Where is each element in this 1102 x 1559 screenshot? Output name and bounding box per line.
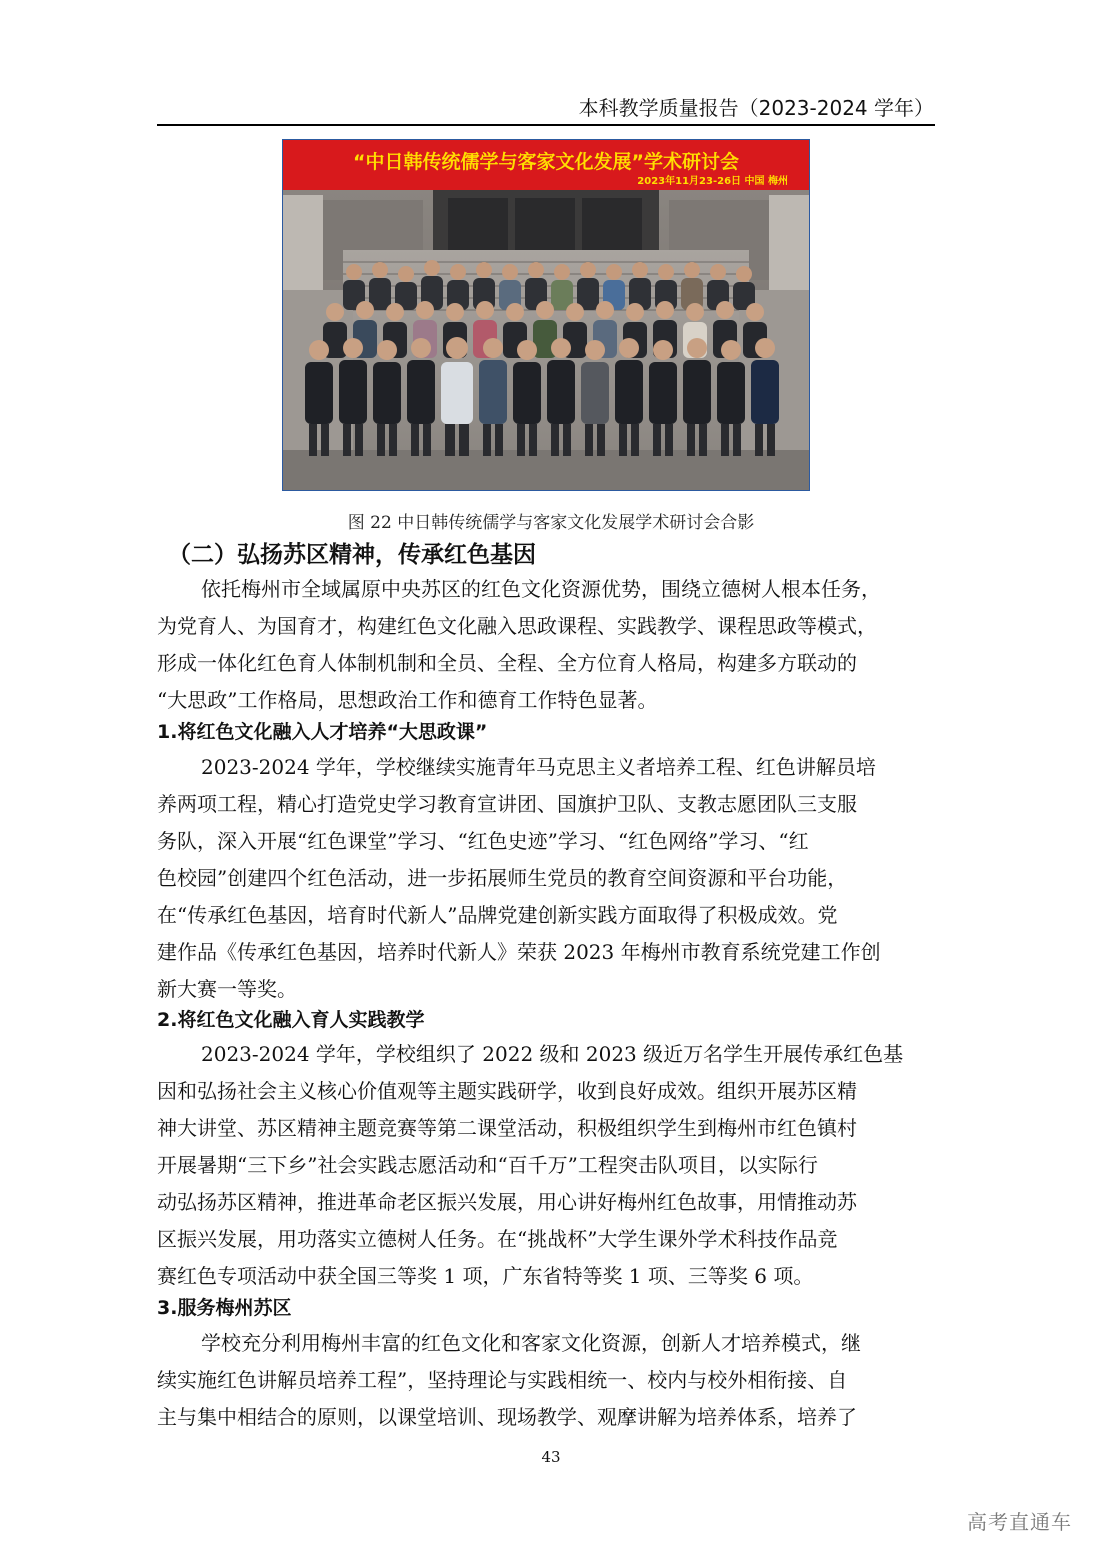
subsection-1-heading: 1.将红色文化融入人才培养“大思政课” — [157, 721, 488, 743]
paragraph-line: “大思政”工作格局，思想政治工作和德育工作特色显著。 — [157, 688, 658, 712]
banner-subtitle: 2023年11月23-26日 中国 梅州 — [637, 176, 788, 187]
paragraph-line: 因和弘扬社会主义核心价值观等主题实践研学，收到良好成效。组织开展苏区精 — [157, 1079, 857, 1103]
report-header-title: 本科教学质量报告（2023-2024 学年） — [578, 96, 934, 120]
banner-title: “中日韩传统儒学与客家文化发展”学术研讨会 — [353, 151, 739, 173]
paragraph-line: 动弘扬苏区精神，推进革命老区振兴发展，用心讲好梅州红色故事，用情推动苏 — [157, 1190, 857, 1214]
subsection-2-paragraph — [157, 1036, 937, 1295]
paragraph-line: 务队，深入开展“红色课堂”学习、“红色史迹”学习、“红色网络”学习、“红 — [157, 829, 809, 853]
section-heading: （二）弘扬苏区精神，传承红色基因 — [168, 542, 536, 568]
paragraph-line: 2023-2024 学年，学校组织了 2022 级和 2023 级近万名学生开展传承红色基 — [201, 1042, 904, 1066]
intro-paragraph — [157, 571, 937, 719]
paragraph-line: 色校园”创建四个红色活动，进一步拓展师生党员的教育空间资源和平台功能， — [157, 866, 848, 890]
paragraph-line: 主与集中相结合的原则，以课堂培训、现场教学、观摩讲解为培养体系，培养了 — [157, 1405, 857, 1429]
group-photo — [282, 139, 810, 491]
paragraph-line: 新大赛一等奖。 — [157, 977, 297, 1001]
paragraph-line: 续实施红色讲解员培养工程”，坚持理论与实践相统一、校内与校外相衔接、自 — [157, 1368, 848, 1392]
paragraph-line: 依托梅州市全域属原中央苏区的红色文化资源优势，围绕立德树人根本任务， — [201, 577, 881, 601]
paragraph-line: 2023-2024 学年，学校继续实施青年马克思主义者培养工程、红色讲解员培 — [201, 755, 876, 779]
header-divider — [157, 124, 935, 126]
subsection-3-paragraph — [157, 1325, 937, 1436]
paragraph-line: 神大讲堂、苏区精神主题竞赛等第二课堂活动，积极组织学生到梅州市红色镇村 — [157, 1116, 857, 1140]
paragraph-line: 为党育人、为国育才，构建红色文化融入思政课程、实践教学、课程思政等模式， — [157, 614, 877, 638]
subsection-2-heading: 2.将红色文化融入育人实践教学 — [157, 1009, 425, 1031]
paragraph-line: 建作品《传承红色基因，培养时代新人》荣获 2023 年梅州市教育系统党建工作创 — [157, 940, 881, 964]
subsection-1-paragraph — [157, 749, 937, 1008]
paragraph-line: 赛红色专项活动中获全国三等奖 1 项，广东省特等奖 1 项、三等奖 6 项。 — [157, 1264, 814, 1288]
subsection-3-heading: 3.服务梅州苏区 — [157, 1297, 292, 1319]
watermark-text: 高考直通车 — [967, 1510, 1072, 1534]
paragraph-line: 在“传承红色基因，培育时代新人”品牌党建创新实践方面取得了积极成效。党 — [157, 903, 838, 927]
paragraph-line: 形成一体化红色育人体制机制和全员、全程、全方位育人格局，构建多方联动的 — [157, 651, 857, 675]
figure-caption: 图 22 中日韩传统儒学与客家文化发展学术研讨会合影 — [347, 513, 755, 533]
paragraph-line: 开展暑期“三下乡”社会实践志愿活动和“百千万”工程突击队项目，以实际行 — [157, 1153, 818, 1177]
group-photo-illustration — [283, 140, 809, 490]
paragraph-line: 养两项工程，精心打造党史学习教育宣讲团、国旗护卫队、支教志愿团队三支服 — [157, 792, 857, 816]
paragraph-line: 区振兴发展，用功落实立德树人任务。在“挑战杯”大学生课外学术科技作品竞 — [157, 1227, 838, 1251]
page-number: 43 — [541, 1448, 561, 1466]
paragraph-line: 学校充分利用梅州丰富的红色文化和客家文化资源，创新人才培养模式，继 — [201, 1331, 861, 1355]
